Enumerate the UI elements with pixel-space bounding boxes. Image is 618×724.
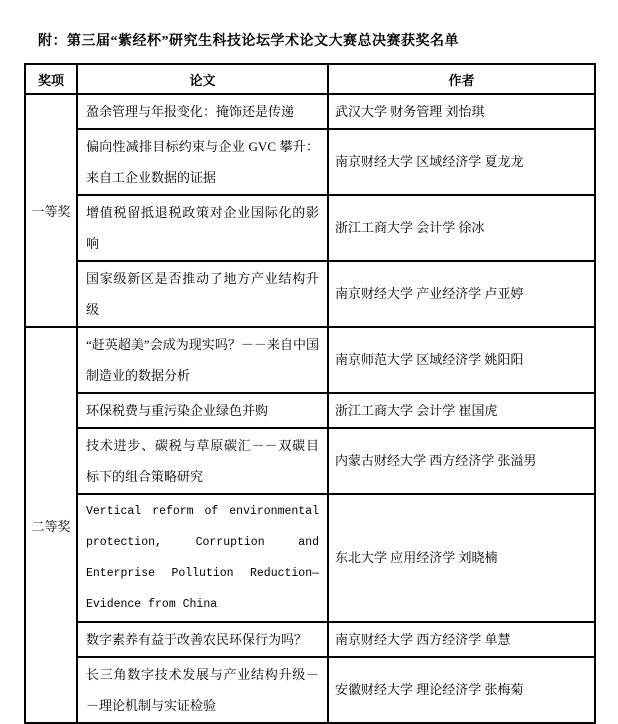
table-row bbox=[25, 494, 595, 622]
page-title: 附：第三届“紫经杯”研究生科技论坛学术论文大赛总决赛获奖名单 bbox=[38, 34, 459, 49]
author-info: 南京财经大学 区域经济学 夏龙龙 bbox=[328, 129, 595, 195]
award-label: 二等奖 bbox=[25, 327, 77, 723]
paper-title: 偏向性减排目标约束与企业 GVC 攀升：来自工企业数据的证据 bbox=[77, 129, 328, 195]
author-info: 南京财经大学 西方经济学 单慧 bbox=[328, 622, 595, 657]
table-row bbox=[25, 428, 595, 494]
table-row bbox=[25, 94, 595, 129]
header-author: 作者 bbox=[328, 64, 595, 94]
paper-title: 环保税费与重污染企业绿色并购 bbox=[77, 393, 328, 428]
author-info: 浙江工商大学 会计学 崔国虎 bbox=[328, 393, 595, 428]
paper-title: 数字素养有益于改善农民环保行为吗？ bbox=[77, 622, 328, 657]
author-info: 南京师范大学 区域经济学 姚阳阳 bbox=[328, 327, 595, 393]
paper-title: Vertical reform of environmental protection, Corruption and Enterprise Pollution Reduction—Evidence from China bbox=[77, 494, 328, 622]
table-row bbox=[25, 657, 595, 723]
header-row bbox=[25, 64, 595, 94]
paper-title: 长三角数字技术发展与产业结构升级－－理论机制与实证检验 bbox=[77, 657, 328, 723]
author-info: 安徽财经大学 理论经济学 张梅菊 bbox=[328, 657, 595, 723]
table-row bbox=[25, 622, 595, 657]
table-row bbox=[25, 327, 595, 393]
table-row bbox=[25, 261, 595, 327]
author-info: 东北大学 应用经济学 刘晓楠 bbox=[328, 494, 595, 622]
paper-title: “赶英超美”会成为现实吗？－－来自中国制造业的数据分析 bbox=[77, 327, 328, 393]
award-table-header bbox=[25, 64, 595, 94]
table-row bbox=[25, 129, 595, 195]
author-info: 南京财经大学 产业经济学 卢亚婷 bbox=[328, 261, 595, 327]
paper-title: 增值税留抵退税政策对企业国际化的影响 bbox=[77, 195, 328, 261]
award-table-body bbox=[25, 94, 595, 723]
award-label: 一等奖 bbox=[25, 94, 77, 327]
author-info: 武汉大学 财务管理 刘怡琪 bbox=[328, 94, 595, 129]
header-paper: 论文 bbox=[77, 64, 328, 94]
table-row bbox=[25, 195, 595, 261]
author-info: 浙江工商大学 会计学 徐冰 bbox=[328, 195, 595, 261]
table-row bbox=[25, 393, 595, 428]
paper-title: 国家级新区是否推动了地方产业结构升级 bbox=[77, 261, 328, 327]
author-info: 内蒙古财经大学 西方经济学 张溢男 bbox=[328, 428, 595, 494]
paper-title: 技术进步、碳税与草原碳汇－－双碳目标下的组合策略研究 bbox=[77, 428, 328, 494]
header-award: 奖项 bbox=[25, 64, 77, 94]
paper-title: 盈余管理与年报变化：掩饰还是传递 bbox=[77, 94, 328, 129]
